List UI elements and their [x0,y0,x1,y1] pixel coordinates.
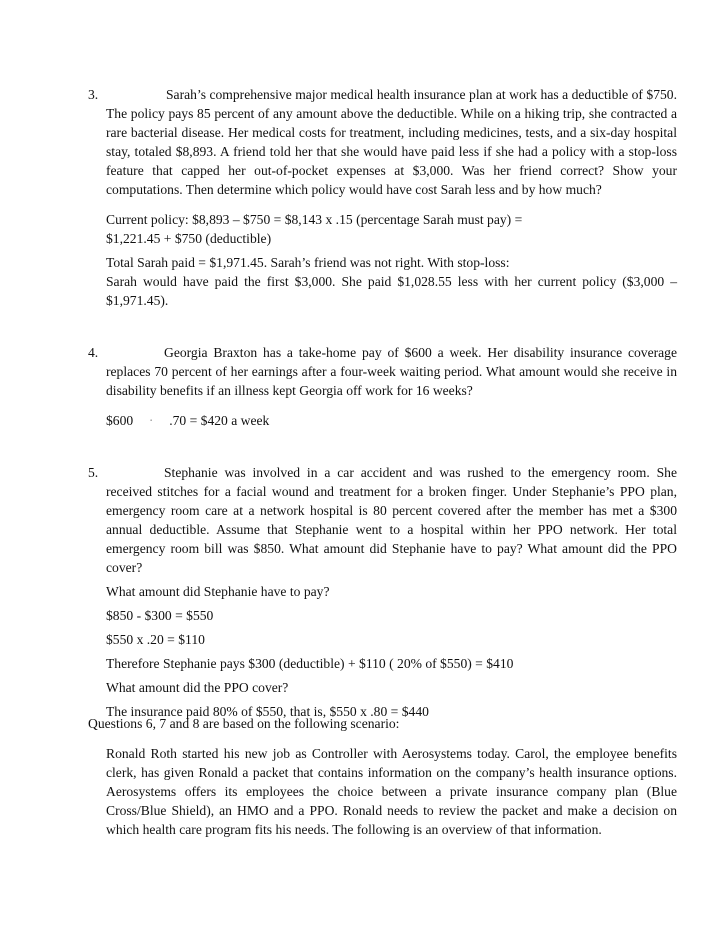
answer-line: $850 - $300 = $550 [106,608,214,623]
answer-block [88,582,677,721]
question-text: Georgia Braxton has a take-home pay of $600 a week. Her disability insurance coverage replaces 70 percent of her earnings after a four-week waiting period. What amount would she receive in disability benefits if an illness kept Georgia off work for 16 weeks? [106,345,677,398]
question-number: 4. [88,345,99,360]
scenario-text: Ronald Roth started his new job as Controller with Aerosystems today. Carol, the employee benefits clerk, has given Ronald a packet that contains information on the company’s health insurance options. Aerosystems offers its employees the choice between a private insurance company plan (Blue Cross/Blue Shield), an HMO and a PPO. Ronald needs to review the packet and make a decision on which health care program fits his needs. The following is an overview of that information. [106,746,677,837]
answer-block [88,411,677,430]
answer-amount: $600 [106,413,134,428]
scenario-heading: Questions 6, 7 and 8 are based on the following scenario: [88,716,400,731]
question-number: 3. [88,87,99,102]
question-number: 5. [88,465,99,480]
answer-line: What amount did the PPO cover? [106,680,289,695]
answer-block [88,210,677,310]
question-5 [88,463,677,721]
answer-line: $550 x .20 = $110 [106,632,205,647]
question-4 [88,343,677,430]
answer-line: What amount did Stephanie have to pay? [106,584,330,599]
scenario-section [88,714,677,839]
question-3 [88,85,677,310]
answer-line: Current policy: $8,893 – $750 = $8,143 x .15 (percentage Sarah must pay) = [106,212,523,227]
multiply-symbol: · [148,413,154,428]
answer-line: Total Sarah paid = $1,971.45. Sarah’s friend was not right. With stop-loss: [106,255,510,270]
answer-line: Therefore Stephanie pays $300 (deductible) + $110 ( 20% of $550) = $410 [106,656,514,671]
question-text: Stephanie was involved in a car accident and was rushed to the emergency room. She received stitches for a facial wound and treatment for a broken finger. Under Stephanie’s PPO plan, emergency room care at a network hospital is 80 percent covered after the member has met a $300 annual deductible. Assume that Stephanie went to a hospital within her PPO network. Her total emergency room bill was $850. What amount did Stephanie have to pay? What amount did the PPO cover? [106,465,677,575]
answer-line: The insurance paid 80% of $550, that is, $550 x .80 = $440 [106,704,429,719]
answer-line [106,411,677,430]
question-text: Sarah’s comprehensive major medical health insurance plan at work has a deductible of $750. The policy pays 85 percent of any amount above the deductible. While on a hiking trip, she contracted a rare bacterial disease. Her medical costs for treatment, including medicines, tests, and a six-day hospital stay, totaled $8,893. A friend told her that she would have paid less if she had a policy with a stop-loss feature that capped her out-of-pocket expenses at $3,000. Was her friend correct? Show your computations. Then determine which policy would have cost Sarah less and by how much? [106,87,677,197]
answer-result: .70 = $420 a week [169,413,270,428]
answer-line: Sarah would have paid the first $3,000. She paid $1,028.55 less with her current policy ($3,000 – $1,971.45). [106,274,677,308]
answer-line: $1,221.45 + $750 (deductible) [106,231,272,246]
